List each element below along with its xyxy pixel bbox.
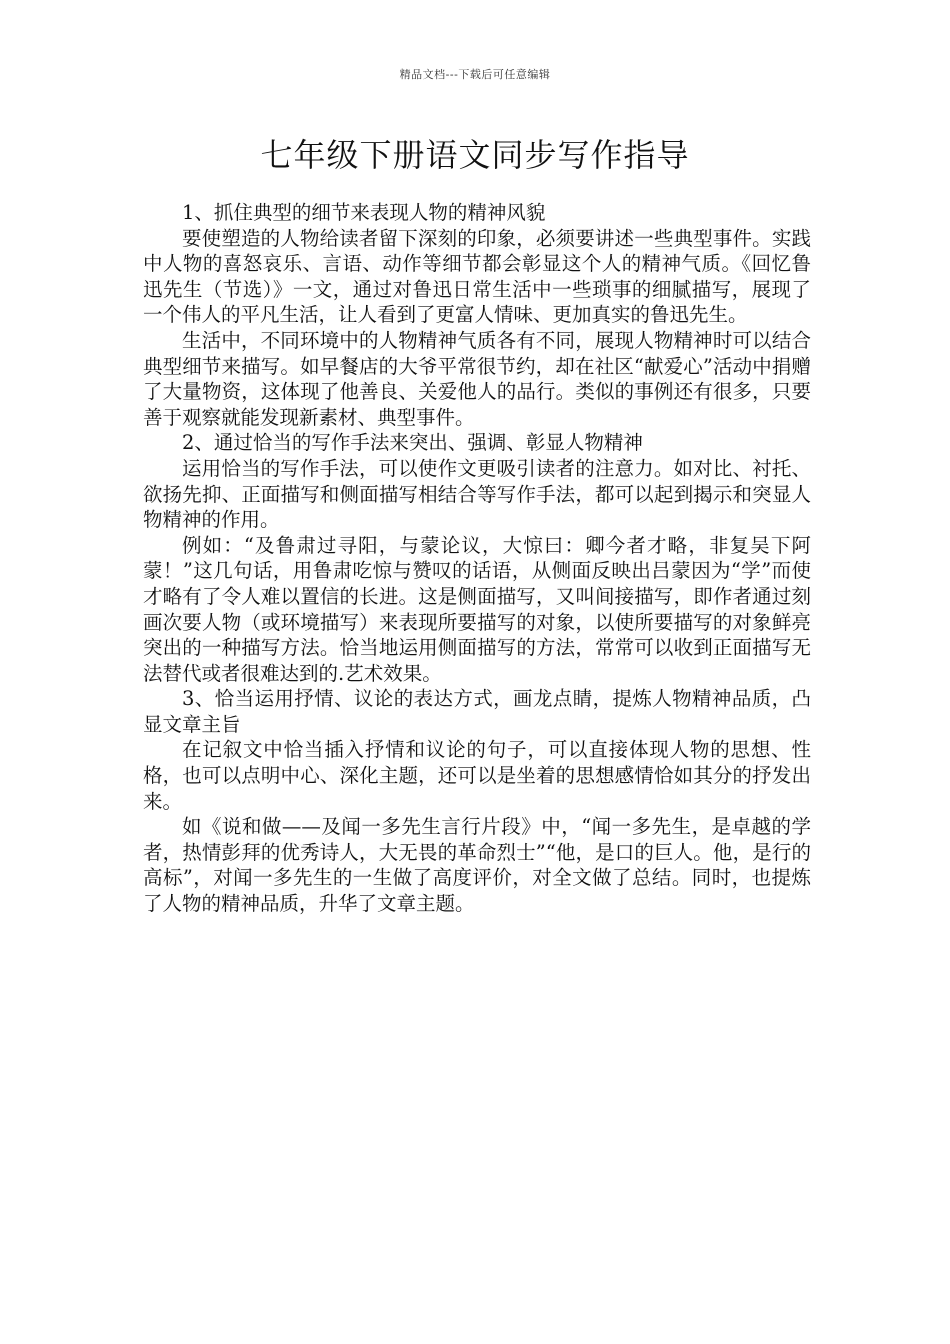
- paragraph: 要使塑造的人物给读者留下深刻的印象，必须要讲述一些典型事件。实践中人物的喜怒哀乐、言语、动作等细节都会彰显这个人的精神气质。《回忆鲁迅先生（节选）》一文，通过对鲁迅日常生活中一些琐事的细腻描写，展现了一个伟人的平凡生活，让人看到了更富人情味、更加真实的鲁迅先生。: [143, 226, 811, 327]
- document-body: [143, 200, 811, 917]
- paragraph: 在记叙文中恰当插入抒情和议论的句子，可以直接体现人物的思想、性格，也可以点明中心、深化主题，还可以是坐着的思想感情恰如其分的抒发出来。: [143, 738, 811, 813]
- section-heading-3: 3、恰当运用抒情、议论的表达方式，画龙点睛，提炼人物精神品质，凸显文章主旨: [143, 687, 811, 736]
- document-title: 七年级下册语文同步写作指导: [260, 136, 690, 174]
- paragraph: 生活中，不同环境中的人物精神气质各有不同，展现人物精神时可以结合典型细节来描写。如早餐店的大爷平常很节约，却在社区“献爱心”活动中捐赠了大量物资，这体现了他善良、关爱他人的品行。类似的事例还有很多，只要善于观察就能发现新素材、典型事件。: [143, 328, 811, 429]
- paragraph: 如《说和做——及闻一多先生言行片段》中，“闻一多先生，是卓越的学者，热情彭拜的优秀诗人，大无畏的革命烈士”“他，是口的巨人。他，是行的高标”，对闻一多先生的一生做了高度评价，对全文做了总结。同时，也提炼了人物的精神品质，升华了文章主题。: [143, 815, 811, 916]
- section-heading-1: 1、抓住典型的细节来表现人物的精神风貌: [182, 201, 546, 224]
- paragraph: 运用恰当的写作手法，可以使作文更吸引读者的注意力。如对比、衬托、欲扬先抑、正面描写和侧面描写相结合等写作手法，都可以起到揭示和突显人物精神的作用。: [143, 456, 811, 532]
- header-note: 精品文档---下载后可任意编辑: [399, 68, 551, 81]
- section-heading-2: 2、通过恰当的写作手法来突出、强调、彰显人物精神: [182, 431, 643, 455]
- paragraph: 例如：“及鲁肃过寻阳，与蒙论议，大惊曰：卿今者才略，非复吴下阿蒙！”这几句话，用鲁肃吃惊与赞叹的话语，从侧面反映出吕蒙因为“学”而使才略有了令人难以置信的长进。这是侧面描写，又叫间接描写，即作者通过刻画次要人物（或环境描写）来表现所要描写的对象，以使所要描写的对象鲜亮突出的一种描写方法。恰当地运用侧面描写的方法，常常可以收到正面描写无法替代或者很难达到的.艺术效果。: [143, 533, 811, 685]
